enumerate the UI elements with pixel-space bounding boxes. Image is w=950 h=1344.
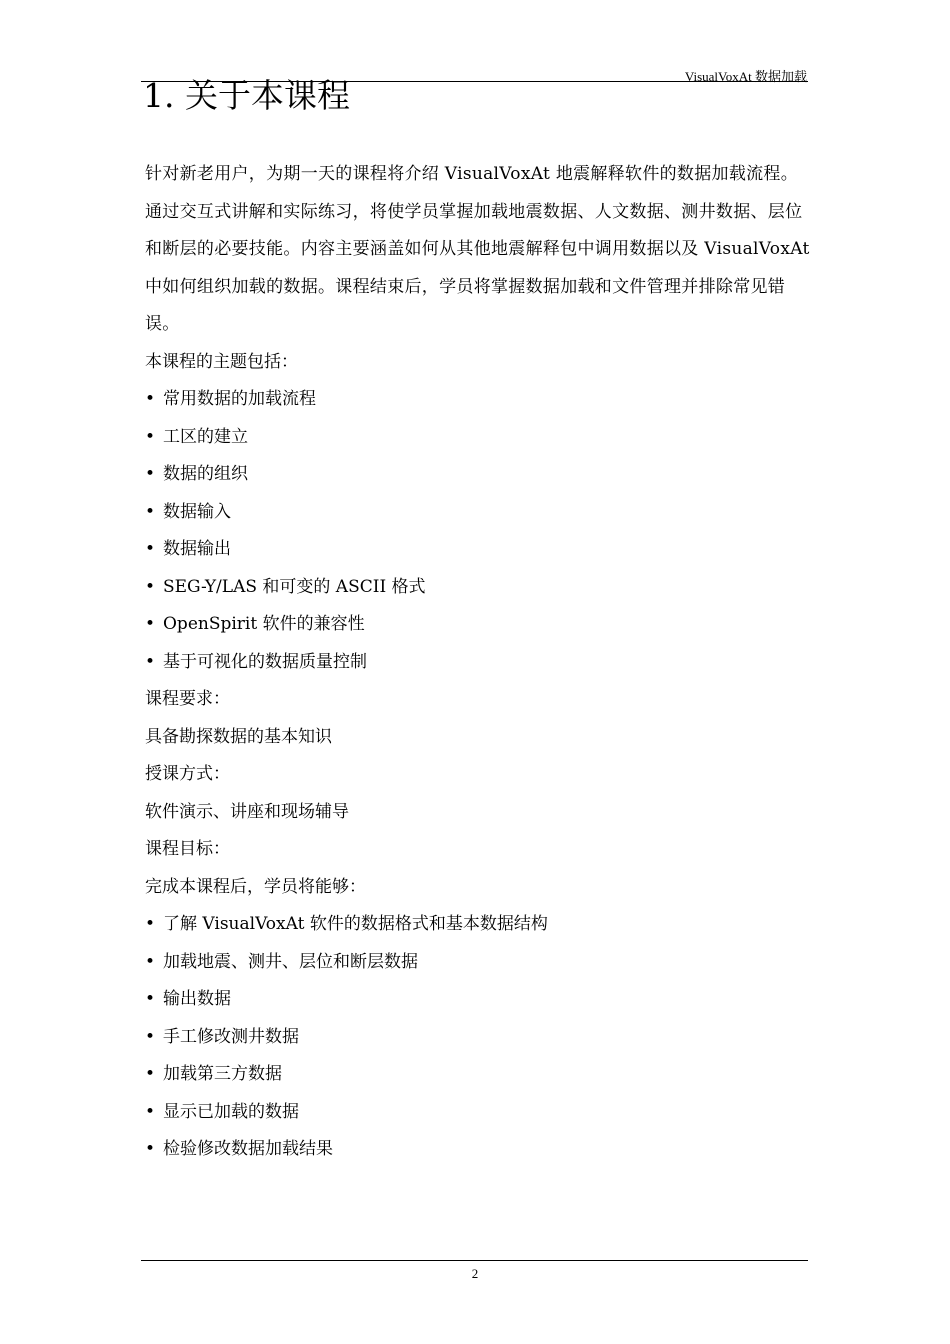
goals-list (145, 906, 813, 1169)
list-item: • 了解 VisualVoxAt 软件的数据格式和基本数据结构 (145, 906, 813, 944)
method-text: 软件演示、讲座和现场辅导 (145, 801, 349, 822)
topics-heading: 本课程的主题包括： (145, 351, 298, 372)
method-heading: 授课方式： (145, 764, 230, 784)
list-item: • 数据输出 (145, 531, 813, 569)
requirements-heading: 课程要求： (145, 689, 230, 709)
bullet-icon: • (145, 1026, 156, 1047)
list-item: • 数据输入 (145, 494, 813, 532)
page-number: 2 (471, 1266, 479, 1281)
topics-list (145, 381, 813, 681)
intro-paragraph: 针对新老用户，为期一天的课程将介绍 VisualVoxAt 地震解释软件的数据加载流程。通过交互式讲解和实际练习，将使学员掌握加载地震数据、人文数据、测井数据、层位和断层的必要技能。内容主要涵盖如何从其他地震解释包中调用数据以及 VisualVoxAt 中如何组织加载的数据。课程结束后，学员将掌握数据加载和文件管理并排除常见错误。 (145, 164, 810, 334)
list-item: • 手工修改测井数据 (145, 1019, 813, 1057)
bullet-icon: • (145, 989, 156, 1009)
goals-heading: 课程目标： (145, 839, 230, 859)
bullet-icon: • (145, 614, 156, 634)
bullet-icon: • (145, 501, 156, 522)
list-item: • 加载地震、测井、层位和断层数据 (145, 944, 813, 982)
section-title: 1. 关于本课程 (143, 76, 350, 115)
bullet-icon: • (145, 389, 156, 409)
list-item: • 检验修改数据加载结果 (145, 1131, 813, 1169)
list-item: • SEG-Y/LAS 和可变的 ASCII 格式 (145, 569, 813, 607)
list-item: • 加载第三方数据 (145, 1056, 813, 1094)
footer-rule (141, 1260, 808, 1261)
bullet-icon: • (145, 539, 156, 559)
list-item: • 显示已加载的数据 (145, 1094, 813, 1132)
document-body (145, 156, 813, 1169)
list-item: • 输出数据 (145, 981, 813, 1019)
bullet-icon: • (145, 914, 156, 934)
bullet-icon: • (145, 576, 156, 597)
bullet-icon: • (145, 651, 156, 672)
list-item: • 常用数据的加载流程 (145, 381, 813, 419)
requirements-text: 具备勘探数据的基本知识 (145, 726, 332, 747)
bullet-icon: • (145, 464, 156, 484)
bullet-icon: • (145, 1139, 156, 1159)
bullet-icon: • (145, 951, 156, 972)
bullet-icon: • (145, 426, 156, 447)
list-item: • 数据的组织 (145, 456, 813, 494)
bullet-icon: • (145, 1064, 156, 1084)
list-item: • OpenSpirit 软件的兼容性 (145, 606, 813, 644)
bullet-icon: • (145, 1101, 156, 1122)
list-item: • 工区的建立 (145, 419, 813, 457)
goals-intro: 完成本课程后，学员将能够： (145, 876, 366, 897)
running-header: VisualVoxAt 数据加载 (684, 69, 807, 84)
list-item: • 基于可视化的数据质量控制 (145, 644, 813, 682)
